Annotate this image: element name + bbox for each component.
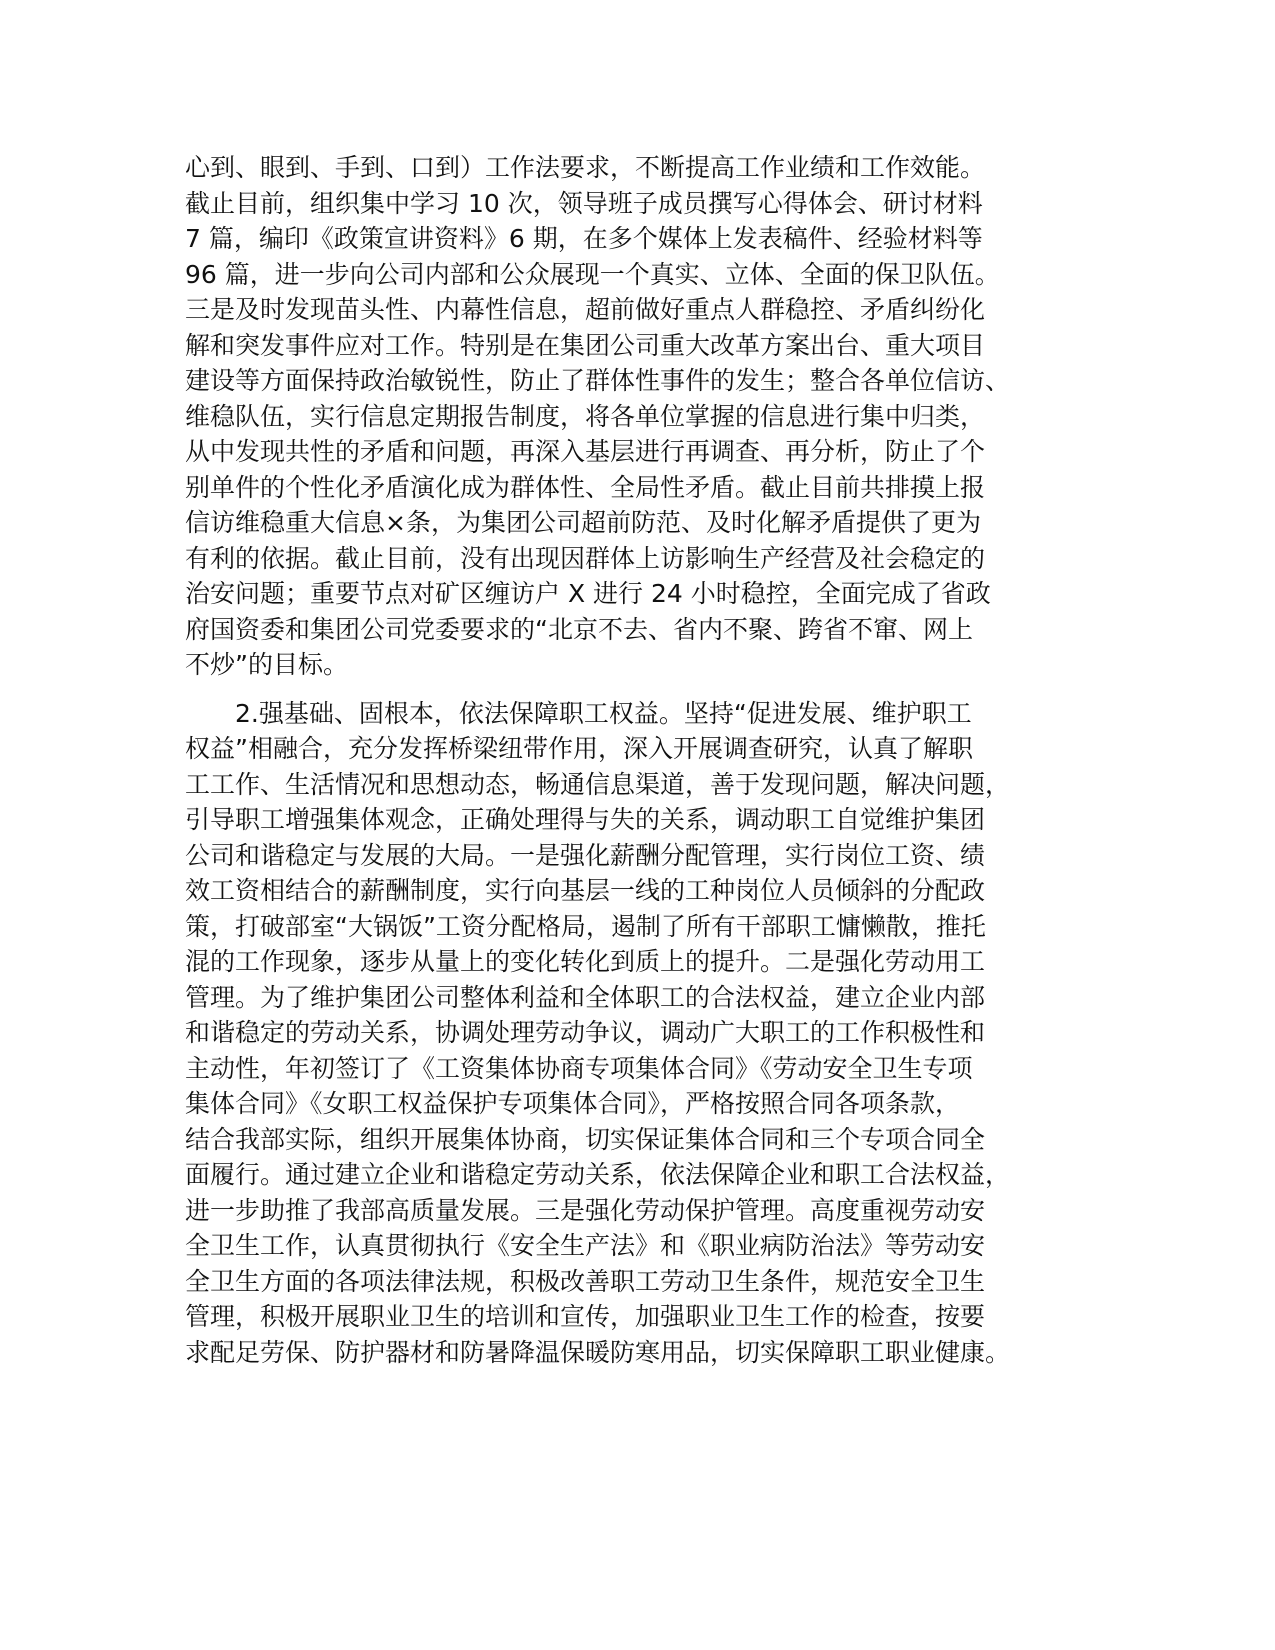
text-line: 管理。为了维护集团公司整体利益和全体职工的合法权益，建立企业内部 — [185, 982, 986, 1012]
text-line: 公司和谐稳定与发展的大局。一是强化薪酬分配管理，实行岗位工资、绩 — [185, 840, 986, 870]
text-line: 心到、眼到、手到、口到）工作法要求，不断提高工作业绩和工作效能。 — [185, 153, 986, 182]
paragraph-2 — [185, 696, 1105, 1371]
text-line: 求配足劳保、防护器材和防暑降温保暖防寒用品，切实保障职工职业健康。 — [185, 1337, 1011, 1367]
text-line: 维稳队伍，实行信息定期报告制度，将各单位掌握的信息进行集中归类， — [185, 401, 986, 431]
text-line: 管理，积极开展职业卫生的培训和宣传，加强职业卫生工作的检查，按要 — [185, 1302, 986, 1331]
text-line: 全卫生工作，认真贯彻执行《安全生产法》和《职业病防治法》等劳动安 — [185, 1231, 986, 1260]
text-line: 效工资相结合的薪酬制度，实行向基层一线的工种岗位人员倾斜的分配政 — [185, 876, 986, 905]
text-line: 引导职工增强集体观念，正确处理得与失的关系，调动职工自觉维护集团 — [185, 805, 986, 834]
text-line: 不炒”的目标。 — [185, 650, 348, 679]
text-line: 解和突发事件应对工作。特别是在集团公司重大改革方案出台、重大项目 — [185, 330, 986, 360]
text-line: 工工作、生活情况和思想动态，畅通信息渠道，善于发现问题，解决问题， — [185, 769, 1011, 799]
text-line: 全卫生方面的各项法律法规，积极改善职工劳动卫生条件，规范安全卫生 — [185, 1266, 986, 1296]
text-line: 策，打破部室“大锅饭”工资分配格局，遏制了所有干部职工慵懒散，推托 — [185, 911, 986, 941]
text-line: 集体合同》《女职工权益保护专项集体合同》，严格按照合同各项条款， — [185, 1089, 961, 1118]
text-line: 主动性，年初签订了《工资集体协商专项集体合同》《劳动安全卫生专项 — [185, 1053, 973, 1083]
text-line: 从中发现共性的矛盾和问题，再深入基层进行再调查、再分析，防止了个 — [185, 437, 986, 466]
text-line: 别单件的个性化矛盾演化成为群体性、全局性矛盾。截止目前共排摸上报 — [185, 472, 986, 502]
text-line: 府国资委和集团公司党委要求的“北京不去、省内不聚、跨省不窜、网上 — [185, 614, 973, 644]
text-line: 2.强基础、固根本，依法保障职工权益。坚持“促进发展、维护职工 — [235, 698, 972, 728]
text-line: 进一步助推了我部高质量发展。三是强化劳动保护管理。高度重视劳动安 — [185, 1195, 986, 1225]
text-line: 和谐稳定的劳动关系，协调处理劳动争议，调动广大职工的工作积极性和 — [185, 1018, 986, 1047]
text-line: 混的工作现象，逐步从量上的变化转化到质上的提升。二是强化劳动用工 — [185, 947, 986, 976]
text-line: 三是及时发现苗头性、内幕性信息，超前做好重点人群稳控、矛盾纠纷化 — [185, 295, 986, 324]
text-line: 7 篇，编印《政策宣讲资料》6 期，在多个媒体上发表稿件、经验材料等 — [185, 224, 983, 253]
text-line: 治安问题；重要节点对矿区缠访户 X 进行 24 小时稳控，全面完成了省政 — [185, 579, 991, 608]
text-line: 有利的依据。截止目前，没有出现因群体上访影响生产经营及社会稳定的 — [185, 543, 986, 573]
text-line: 面履行。通过建立企业和谐稳定劳动关系，依法保障企业和职工合法权益， — [185, 1160, 1011, 1189]
text-line: 截止目前，组织集中学习 10 次，领导班子成员撰写心得体会、研讨材料 — [185, 188, 983, 218]
text-line: 96 篇，进一步向公司内部和公众展现一个真实、立体、全面的保卫队伍。 — [185, 259, 1000, 289]
text-line: 结合我部实际，组织开展集体协商，切实保证集体合同和三个专项合同全 — [185, 1124, 986, 1154]
paragraph-spacer — [185, 683, 1105, 696]
document-body — [185, 150, 1105, 1370]
text-line: 建设等方面保持政治敏锐性，防止了群体性事件的发生；整合各单位信访、 — [185, 366, 1011, 395]
paragraph-1 — [185, 150, 1105, 683]
text-line: 权益”相融合，充分发挥桥梁纽带作用，深入开展调查研究，认真了解职 — [185, 734, 973, 763]
text-line: 信访维稳重大信息×条，为集团公司超前防范、及时化解矛盾提供了更为 — [185, 508, 981, 537]
